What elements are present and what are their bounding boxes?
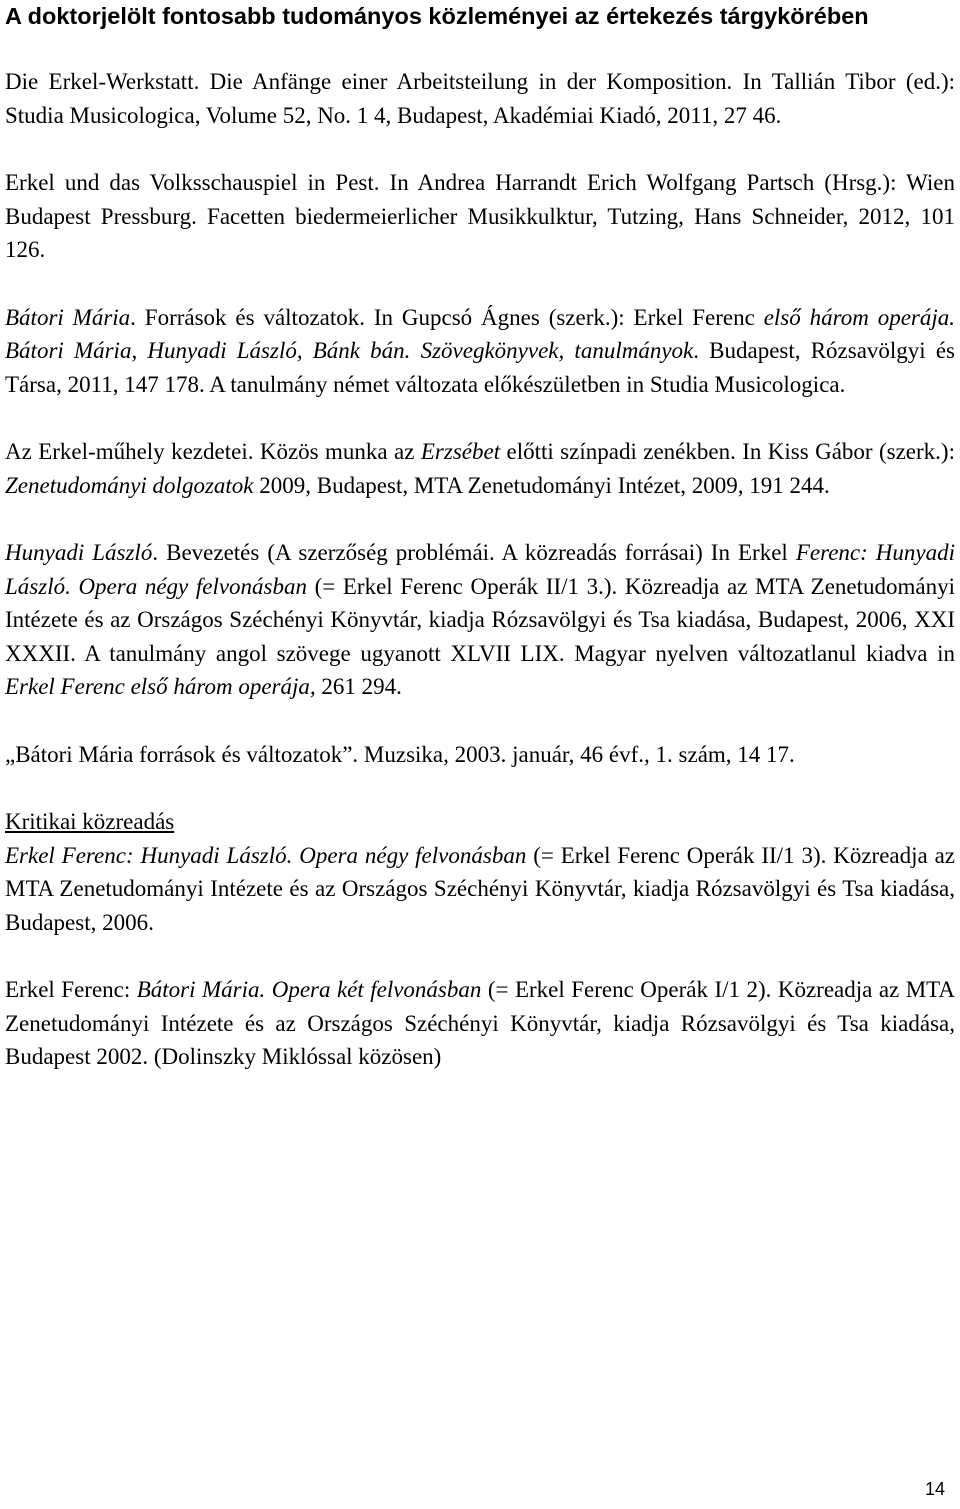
entry-text: előtti színpadi zenékben. In Kiss Gábor (szerk.): <box>500 439 955 464</box>
page-heading: A doktorjelölt fontosabb tudományos közleményei az értekezés tárgykörében <box>5 3 869 29</box>
entry-text: Die Erkel-Werkstatt. Die Anfänge einer Arbeitsteilung in der Komposition. In Tallián Tibor (ed.): Studia Musicologica, Volume 52, No. 1 4, Budapest, Akadémiai Kiadó, 2011, 27 46. <box>5 69 955 128</box>
publication-entry-6 <box>5 738 955 772</box>
entry-book-title-italic: Erkel Ferenc első három operája, <box>5 674 316 699</box>
edition-entry-2 <box>5 973 955 1074</box>
edition-entry-1 <box>5 839 955 940</box>
publication-entry-1 <box>5 65 955 132</box>
entry-text: Erkel Ferenc: <box>5 977 137 1002</box>
entry-text: . Források és változatok. In Gupcsó Ágnes (szerk.): Erkel Ferenc <box>130 304 764 330</box>
entry-text: . Bevezetés (A szerzőség problémái. A közreadás forrásai) In Erkel <box>152 540 796 565</box>
section-title-text: Kritikai közreadás <box>5 809 175 834</box>
publication-entry-4 <box>5 435 955 502</box>
entry-journal-title-italic: Zenetudományi dolgozatok <box>5 472 254 498</box>
entry-text: (= Erkel Ferenc Operák II/1 3.). Közreadja az MTA Zenetudományi Intézete és az Országos Széchényi Könyvtár, kiadja Rózsavölgyi és Tsa kiadása, Budapest, 2006, XXI XXXII. A tanulmány angol szövege ugyanott XLVII LIX. Magyar nyelven változatlanul kiadva in <box>5 573 955 666</box>
entry-text: (= Erkel Ferenc Operák II/1 3). Közreadja az MTA Zenetudományi Intézete és az Országos Széchényi Könyvtár, kiadja Rózsavölgyi és Tsa kiadása, Budapest, 2006. <box>5 842 955 935</box>
publication-entry-3 <box>5 301 955 402</box>
entry-text: 2009, Budapest, MTA Zenetudományi Intézet, 2009, 191 244. <box>253 472 830 498</box>
entry-title-italic: Bátori Mária <box>5 304 131 330</box>
edition-title-italic: Erkel Ferenc: Hunyadi László. Opera négy felvonásban <box>5 842 527 868</box>
publication-entry-5 <box>5 536 955 704</box>
entry-book-title-italic: első három operája. Bátori Mária, Hunyadi László, Bánk bán. Szövegkönyvek, tanulmányok <box>5 304 955 363</box>
section-title <box>5 805 955 839</box>
entry-text: (= Erkel Ferenc Operák I/1 2). Közreadja az MTA Zenetudományi Intézete és az Országos Széchényi Könyvtár, kiadja Rózsavölgyi és Tsa kiadása, Budapest 2002. (Dolinszky Miklóssal közösen) <box>5 977 955 1069</box>
entry-title-italic: Hunyadi László <box>5 540 153 565</box>
page-number: 14 <box>924 1479 945 1499</box>
entry-edition-title-italic: Ferenc: Hunyadi László. Opera négy felvonásban <box>5 540 956 599</box>
entry-text: . Budapest, Rózsavölgyi és Társa, 2011, 147 178. A tanulmány német változata előkészületben in Studia Musicologica. <box>5 338 956 397</box>
entry-opera-title-italic: Erzsébet <box>420 439 501 464</box>
entry-text: 261 294. <box>315 674 402 699</box>
entry-text: „Bátori Mária források és változatok”. Muzsika, 2003. január, 46 évf., 1. szám, 14 17. <box>5 741 795 767</box>
edition-title-italic: Bátori Mária. Opera két felvonásban <box>136 977 482 1002</box>
entry-text: Az Erkel-műhely kezdetei. Közös munka az <box>5 439 421 464</box>
entry-text: Erkel und das Volksschauspiel in Pest. In Andrea Harrandt Erich Wolfgang Partsch (Hrsg.): Wien Budapest Pressburg. Facetten biedermeierlicher Musikkulktur, Tutzing, Hans Schneider, 2012, 101 126. <box>5 170 955 262</box>
publication-entry-2 <box>5 166 955 267</box>
document-page <box>5 0 955 1074</box>
